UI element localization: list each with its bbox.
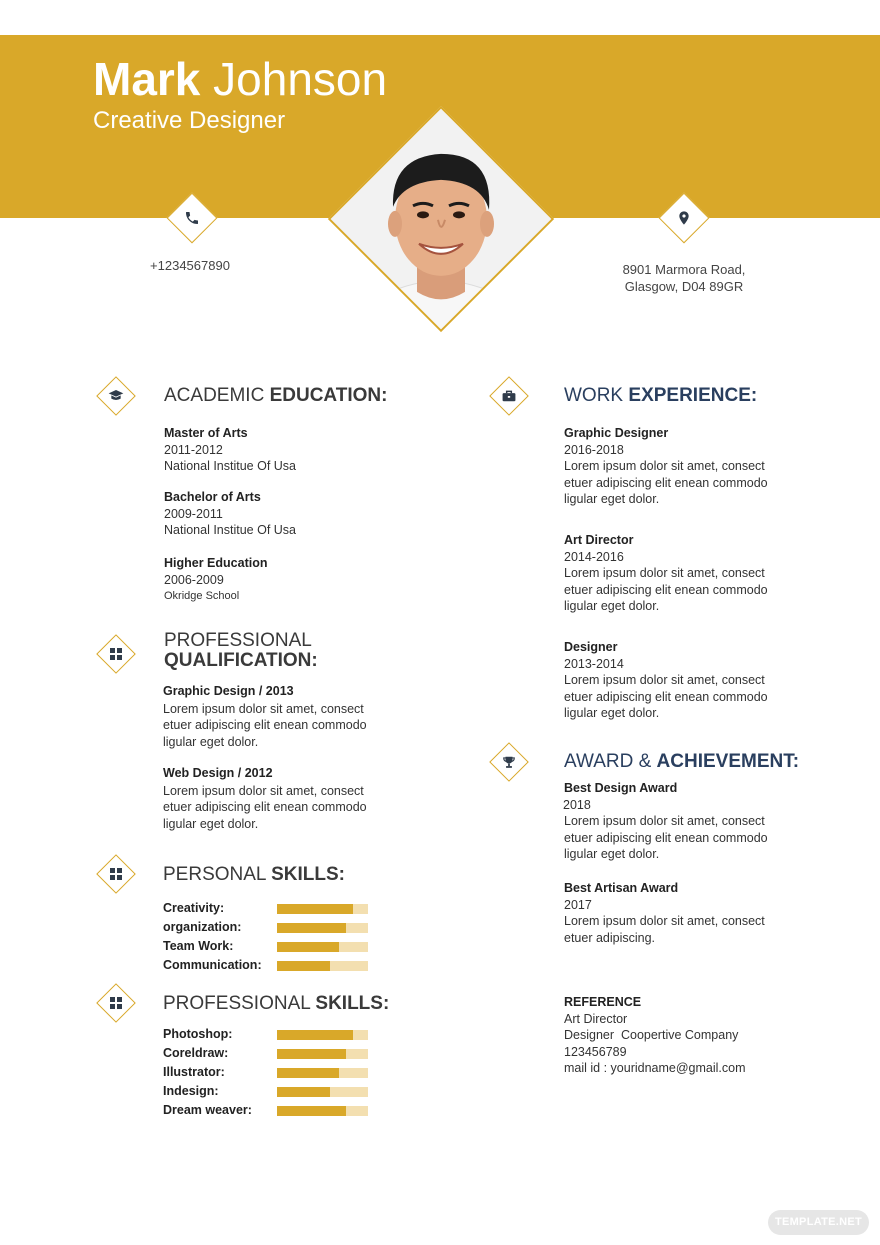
watermark-logo: TEMPLATE.NET bbox=[768, 1210, 869, 1235]
skill-label: Photoshop: bbox=[163, 1027, 233, 1041]
award-item: Best Artisan Award 2017 Lorem ipsum dolor sit amet, consect etuer adipiscing. bbox=[564, 881, 765, 945]
skill-row bbox=[163, 958, 373, 977]
skill-label: Indesign: bbox=[163, 1084, 219, 1098]
experience-heading: WORK EXPERIENCE: bbox=[564, 385, 758, 406]
skill-row bbox=[163, 939, 373, 958]
award-item: Best Design Award 2018 Lorem ipsum dolor sit amet, consect etuer adipiscing elit enean commodo ligular eget dolor. bbox=[563, 781, 768, 861]
skill-label: Dream weaver: bbox=[163, 1103, 252, 1117]
education-heading: ACADEMIC EDUCATION: bbox=[164, 385, 388, 406]
skill-bar bbox=[277, 1106, 368, 1116]
skill-row bbox=[163, 920, 373, 939]
personal-skills-heading: PERSONAL SKILLS: bbox=[163, 864, 345, 885]
skill-bar-fill bbox=[277, 1087, 330, 1097]
skill-label: Creativity: bbox=[163, 901, 225, 915]
professional-skills-badge bbox=[96, 983, 136, 1023]
skill-label: Coreldraw: bbox=[163, 1046, 229, 1060]
trophy-icon bbox=[502, 755, 516, 769]
skill-label: Communication: bbox=[163, 958, 262, 972]
first-name: Mark bbox=[93, 53, 201, 105]
experience-item: Graphic Designer 2016-2018 Lorem ipsum dolor sit amet, consect etuer adipiscing elit enean commodo ligular eget dolor. bbox=[564, 426, 768, 506]
skill-bar-fill bbox=[277, 923, 346, 933]
qualification-item: Graphic Design / 2013 Lorem ipsum dolor sit amet, consect etuer adipiscing elit enean commodo ligular eget dolor. bbox=[163, 684, 367, 749]
skill-label: Team Work: bbox=[163, 939, 234, 953]
graduation-cap-icon bbox=[108, 389, 124, 403]
skill-row bbox=[163, 1065, 373, 1084]
personal-skills-list bbox=[163, 901, 373, 977]
phone-number: +1234567890 bbox=[150, 258, 230, 273]
reference-line: Designer Coopertive Company bbox=[564, 1028, 739, 1042]
briefcase-icon bbox=[502, 390, 516, 402]
grid-icon bbox=[110, 648, 122, 660]
education-item: Higher Education 2006-2009 Okridge School bbox=[164, 556, 268, 602]
skill-bar bbox=[277, 1030, 368, 1040]
skill-row bbox=[163, 1084, 373, 1103]
phone-icon bbox=[184, 210, 200, 226]
qualification-item: Web Design / 2012 Lorem ipsum dolor sit amet, consect etuer adipiscing elit enean commodo ligular eget dolor. bbox=[163, 766, 367, 831]
education-item: Bachelor of Arts 2009-2011 National Institue Of Usa bbox=[164, 490, 297, 537]
skill-bar-fill bbox=[277, 904, 353, 914]
professional-skills-list bbox=[163, 1027, 373, 1122]
skill-bar-fill bbox=[277, 1068, 339, 1078]
qualification-heading: PROFESSIONAL QUALIFICATION: bbox=[164, 630, 318, 671]
portrait-illustration bbox=[328, 106, 554, 332]
skill-bar-fill bbox=[277, 942, 339, 952]
reference-block bbox=[564, 994, 804, 1077]
skill-row bbox=[163, 1046, 373, 1065]
address bbox=[604, 261, 764, 295]
profile-photo bbox=[329, 107, 553, 331]
skill-row bbox=[163, 901, 373, 920]
awards-badge bbox=[489, 742, 529, 782]
qualification-badge bbox=[96, 634, 136, 674]
skill-bar bbox=[277, 923, 368, 933]
experience-item: Art Director 2014-2016 Lorem ipsum dolor sit amet, consect etuer adipiscing elit enean commodo ligular eget dolor. bbox=[564, 533, 768, 613]
grid-icon bbox=[110, 997, 122, 1009]
skill-label: organization: bbox=[163, 920, 242, 934]
reference-email: mail id : youridname@gmail.com bbox=[564, 1061, 746, 1075]
education-item: Master of Arts 2011-2012 National Institue Of Usa bbox=[164, 426, 297, 473]
reference-line: 123456789 bbox=[564, 1044, 627, 1059]
skill-row bbox=[163, 1027, 373, 1046]
reference-line: Art Director bbox=[564, 1011, 628, 1026]
skill-label: Illustrator: bbox=[163, 1065, 225, 1079]
experience-item: Designer 2013-2014 Lorem ipsum dolor sit amet, consect etuer adipiscing elit enean commodo ligular eget dolor. bbox=[564, 640, 768, 720]
education-badge bbox=[96, 376, 136, 416]
skill-bar bbox=[277, 942, 368, 952]
skill-bar-fill bbox=[277, 1030, 353, 1040]
skill-bar bbox=[277, 904, 368, 914]
skill-row bbox=[163, 1103, 373, 1122]
last-name: Johnson bbox=[213, 53, 388, 105]
photo-frame bbox=[328, 106, 554, 332]
skill-bar-fill bbox=[277, 1106, 346, 1116]
awards-heading: AWARD & ACHIEVEMENT: bbox=[564, 751, 800, 772]
candidate-name bbox=[93, 53, 388, 105]
skill-bar bbox=[277, 1049, 368, 1059]
address-line-1: 8901 Marmora Road, bbox=[622, 262, 746, 277]
skill-bar bbox=[277, 961, 368, 971]
professional-skills-heading: PROFESSIONAL SKILLS: bbox=[163, 993, 390, 1014]
personal-skills-badge bbox=[96, 854, 136, 894]
skill-bar bbox=[277, 1068, 368, 1078]
skill-bar bbox=[277, 1087, 368, 1097]
location-pin-icon bbox=[676, 210, 692, 226]
address-line-2: Glasgow, D04 89GR bbox=[624, 279, 744, 294]
skill-bar-fill bbox=[277, 1049, 346, 1059]
skill-bar-fill bbox=[277, 961, 330, 971]
grid-icon bbox=[110, 868, 122, 880]
experience-badge bbox=[489, 376, 529, 416]
reference-title: REFERENCE bbox=[564, 995, 642, 1009]
job-title: Creative Designer bbox=[93, 107, 286, 134]
